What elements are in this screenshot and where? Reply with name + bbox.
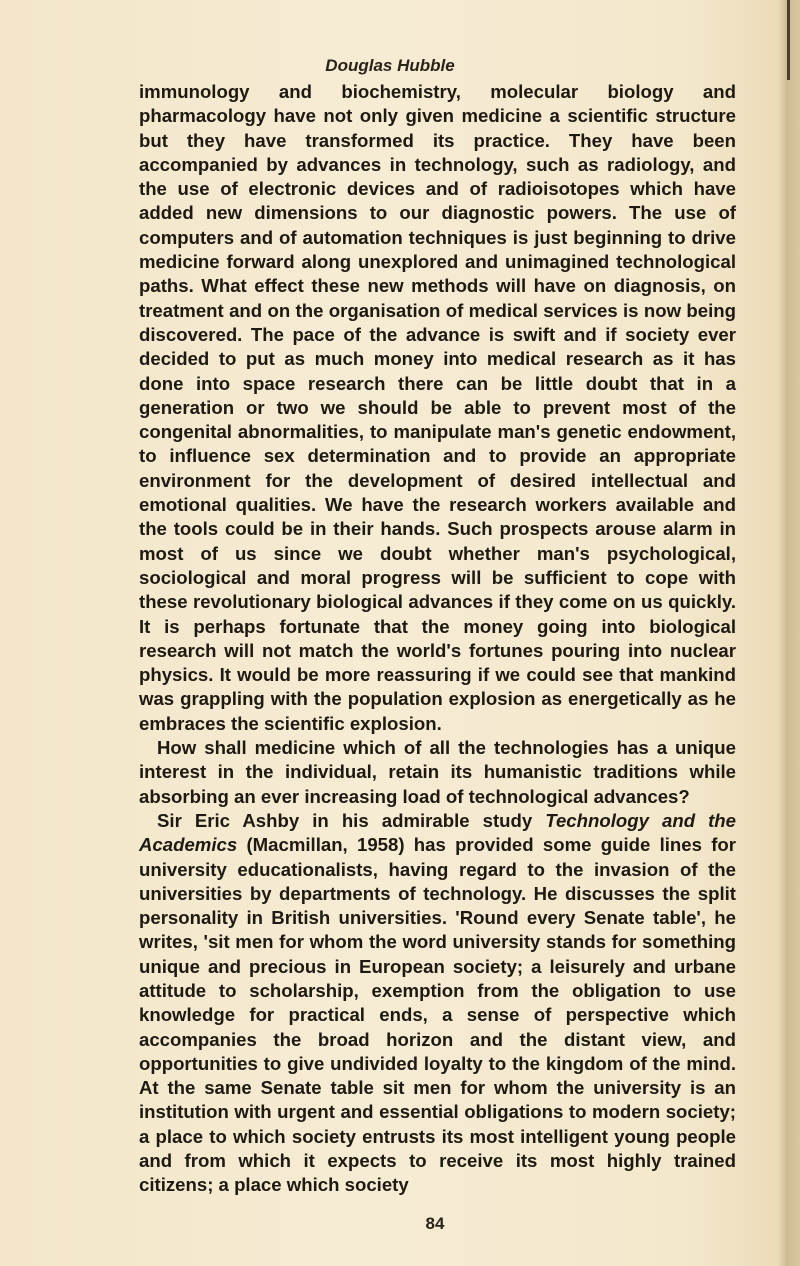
paragraph-2: How shall medicine which of all the technologies has a unique interest in the individual, retain its humanistic traditions while absorbing an ever increasing load of technological advances?: [139, 737, 736, 807]
page-edge-mark: [787, 0, 790, 80]
page-edge-shadow: [778, 0, 800, 1266]
paragraph-1: immunology and biochemistry, molecular biology and pharmacology have not only given medicine a scientific structure but they have transformed its practice. They have been accompanied by advances in technology, such as radiology, and the use of electronic devices and of radioisotopes which have added new dimensions to our diagnostic powers. The use of computers and of automation techniques is just beginning to drive medicine forward along unexplored and unimagined technological paths. What effect these new methods will have on diagnosis, on treatment and on the organisation of medical services is now being discovered. The pace of the advance is swift and if society ever decided to put as much money into medical research as it has done into space research there can be little doubt that in a generation or two we should be able to prevent most of the congenital abnormalities, to manipulate man's genetic endowment, to influence sex determination and to provide an appropriate environment for the development of desired intellectual and emotional qualities. We have the research workers available and the tools could be in their hands. Such prospects arouse alarm in most of us since we doubt whether man's psychological, sociological and moral progress will be sufficient to cope with these revolutionary biological advances if they come on us quickly. It is perhaps fortunate that the money going into biological research will not match the world's fortunes pouring into nuclear physics. It would be more reassuring if we could see that mankind was grappling with the population explosion as energetically as he embraces the scientific explosion.: [139, 81, 736, 734]
running-header-author: Douglas Hubble: [325, 56, 455, 75]
paragraph-3-intro: Sir Eric Ashby in his admirable study: [157, 809, 546, 831]
paragraph-3: [139, 809, 736, 1198]
book-title: Technology and the Academics: [139, 809, 736, 856]
body-text: [139, 80, 736, 1198]
page-number: 84: [425, 1214, 445, 1233]
paragraph-3-rest: (Macmillan, 1958) has provided some guide lines for university educationalists, having regard to the invasion of the universities by departments of technology. He discusses the split personality in British universities. 'Round every Senate table', he writes, 'sit men for whom the word university stands for something unique and precious in European society; a leisurely and urbane attitude to scholarship, exemption from the obligation to use knowledge for practical ends, a sense of perspective which accompanies the broad horizon and the distant view, and opportunities to give undivided loyalty to the kingdom of the mind. At the same Senate table sit men for whom the university is an institution with urgent and essential obligations to modern society; a place to which society entrusts its most intelligent young people and from which it expects to receive its most highly trained citizens; a place which society: [139, 834, 736, 1196]
